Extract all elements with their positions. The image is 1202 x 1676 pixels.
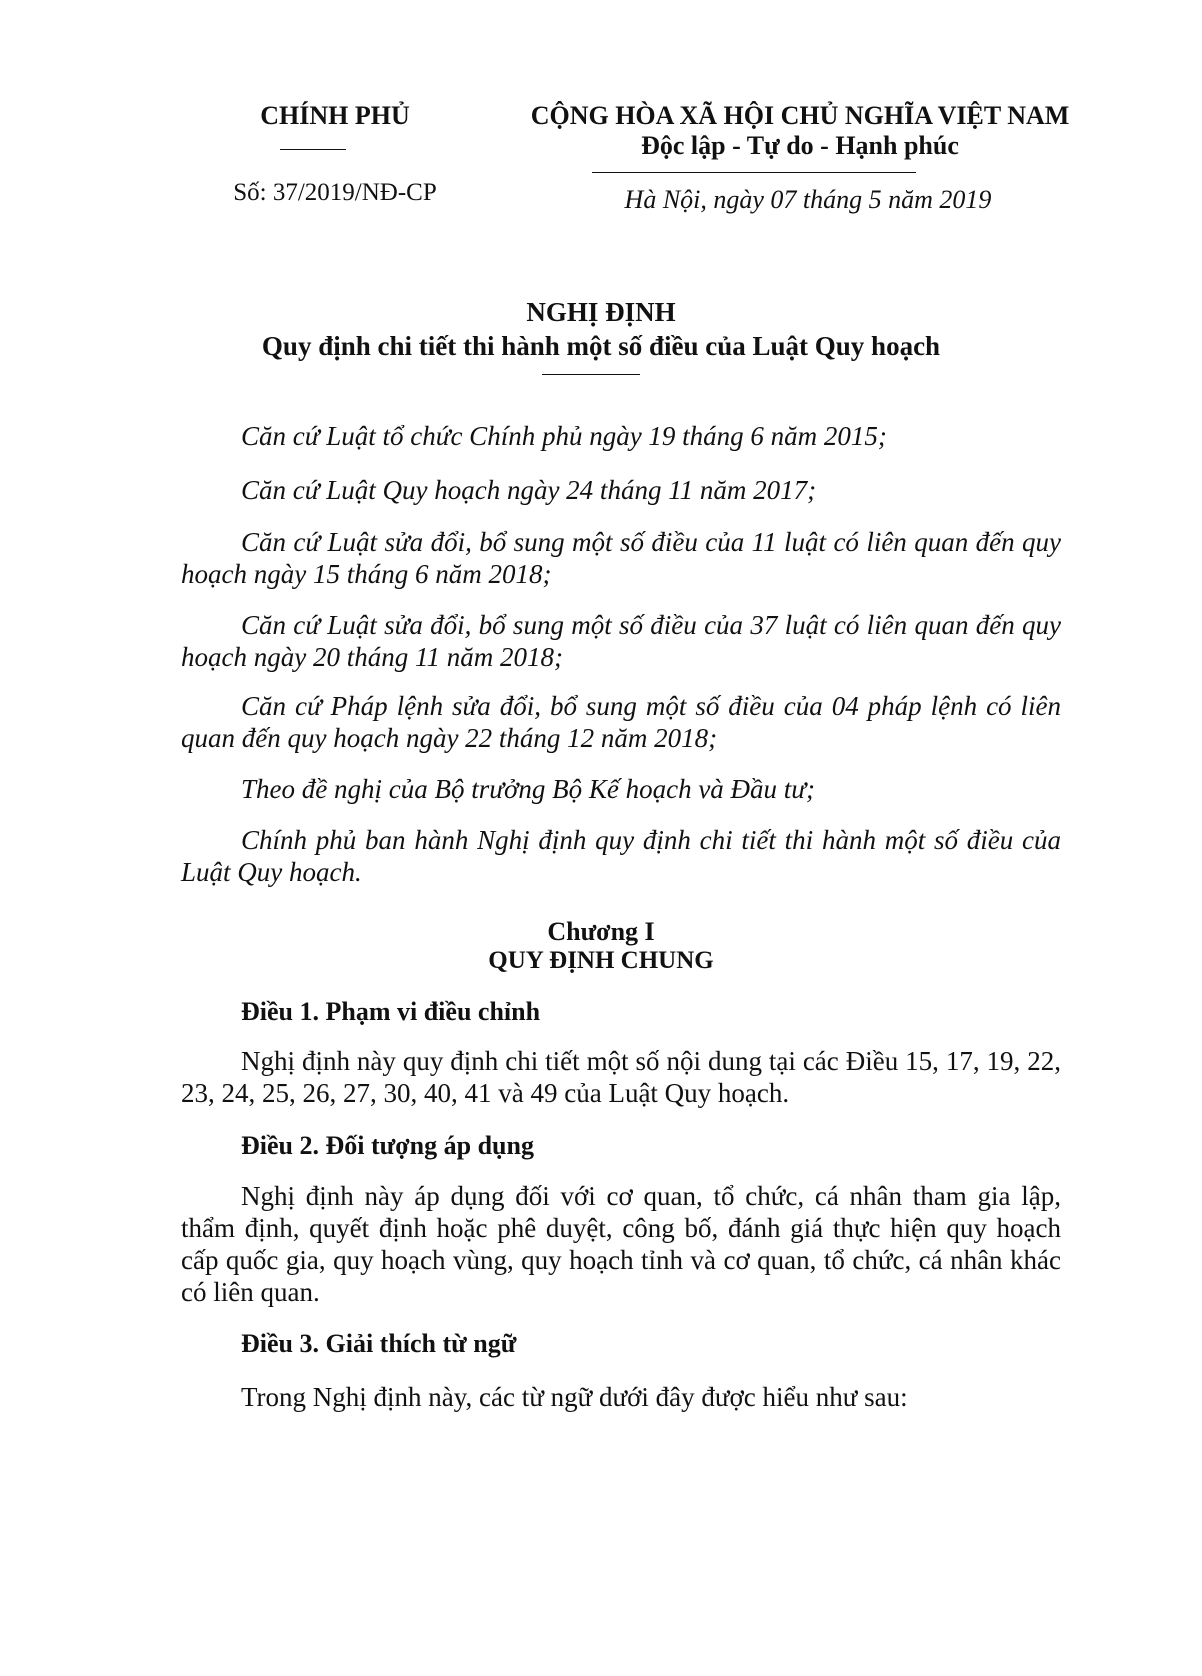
preamble-item: Chính phủ ban hành Nghị định quy định chi tiết thi hành một số điều của Luật Quy hoạch. (181, 825, 1061, 887)
place-date: Hà Nội, ngày 07 tháng 5 năm 2019 (624, 185, 992, 214)
preamble-item: Căn cứ Luật sửa đổi, bổ sung một số điều của 11 luật có liên quan đến quy hoạch ngày 15 tháng 6 năm 2018; (181, 527, 1061, 589)
national-motto: Độc lập - Tự do - Hạnh phúc (641, 131, 959, 160)
preamble-item: Căn cứ Luật tổ chức Chính phủ ngày 19 tháng 6 năm 2015; (241, 421, 887, 451)
agency-underline (280, 149, 346, 150)
document-type: NGHỊ ĐỊNH (526, 297, 676, 327)
article-body: Nghị định này quy định chi tiết một số nội dung tại các Điều 15, 17, 19, 22, 23, 24, 25, 26, 27, 30, 40, 41 và 49 của Luật Quy hoạch. (181, 1046, 1061, 1108)
chapter-name: QUY ĐỊNH CHUNG (488, 947, 714, 974)
document-number: Số: 37/2019/NĐ-CP (233, 179, 437, 206)
document-subject: Quy định chi tiết thi hành một số điều của Luật Quy hoạch (261, 331, 941, 361)
article-heading: Điều 3. Giải thích từ ngữ (241, 1329, 517, 1358)
title-underline (542, 374, 640, 375)
article-heading: Điều 1. Phạm vi điều chỉnh (241, 997, 541, 1026)
article-body: Nghị định này áp dụng đối với cơ quan, tổ chức, cá nhân tham gia lập, thẩm định, quyết định hoặc phê duyệt, công bố, đánh giá thực hiện quy hoạch cấp quốc gia, quy hoạch vùng, quy hoạch tỉnh và cơ quan, tổ chức, cá nhân khác có liên quan. (181, 1181, 1061, 1307)
motto-underline (592, 172, 916, 173)
article-body: Trong Nghị định này, các từ ngữ dưới đây được hiểu như sau: (241, 1382, 908, 1412)
issuing-agency: CHÍNH PHỦ (260, 101, 410, 130)
article-heading: Điều 2. Đối tượng áp dụng (241, 1131, 534, 1160)
preamble-item: Theo đề nghị của Bộ trưởng Bộ Kế hoạch và Đầu tư; (241, 774, 816, 804)
country-name: CỘNG HÒA XÃ HỘI CHỦ NGHĨA VIỆT NAM (530, 101, 1070, 130)
preamble-item: Căn cứ Pháp lệnh sửa đổi, bổ sung một số điều của 04 pháp lệnh có liên quan đến quy hoạch ngày 22 tháng 12 năm 2018; (181, 691, 1061, 753)
preamble-item: Căn cứ Luật Quy hoạch ngày 24 tháng 11 năm 2017; (241, 475, 817, 505)
preamble-item: Căn cứ Luật sửa đổi, bổ sung một số điều của 37 luật có liên quan đến quy hoạch ngày 20 tháng 11 năm 2018; (181, 610, 1061, 672)
chapter-number: Chương I (547, 917, 655, 946)
